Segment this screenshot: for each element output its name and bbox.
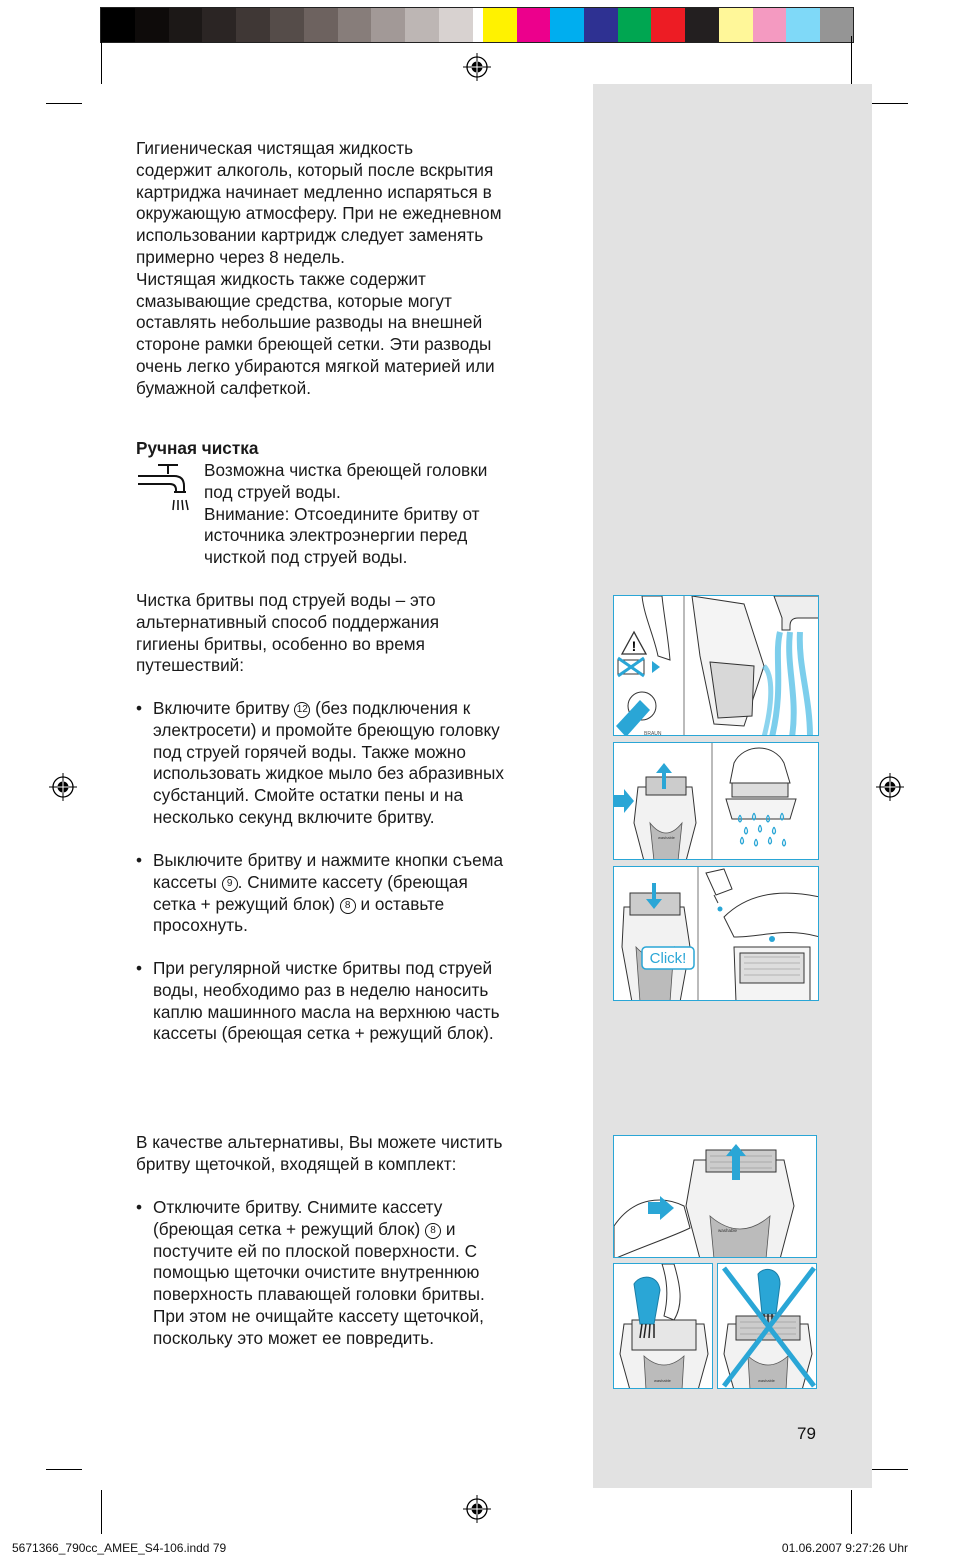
manual-cleaning-text: [204, 460, 564, 569]
footer-timestamp: 01.06.2007 9:27:26 Uhr: [781, 1541, 908, 1555]
color-swatch: [786, 8, 820, 42]
crop-mark: [872, 103, 908, 104]
bullet-switch-on: • Включите бритву 12 (без подключения к электросети) и промойте бреющую головку под струей горячей воды. Также можно использовать жидкое мыло без абразивных субстанций. Смойте остатки пены и на несколько секунд включите бритву.: [136, 698, 576, 829]
crop-mark: [101, 1490, 102, 1534]
footer-file-slug: 5671366_790cc_AMEE_S4-106.indd 79: [12, 1541, 227, 1555]
text-line: субстанций. Смойте остатки пены и на: [153, 785, 464, 806]
color-swatch: [550, 8, 584, 42]
gray-color-bar: [101, 8, 507, 42]
text-line: под струей горячей воды. Также можно: [153, 741, 466, 762]
text-line: альтернативный способ поддержания: [136, 611, 440, 632]
washable-label: washable: [654, 1378, 671, 1383]
color-swatch: [371, 8, 405, 42]
brush-cleaning-intro: [136, 1132, 576, 1176]
text-line: Чистящая жидкость также содержит: [136, 268, 426, 289]
color-swatch: [338, 8, 372, 42]
color-swatch: [202, 8, 236, 42]
text-line: содержит алкоголь, который после вскрытия: [136, 159, 494, 180]
text-line: Гигиеническая чистящая жидкость: [136, 138, 414, 158]
illustration-brush-head-correct: [613, 1263, 713, 1389]
color-swatch: [236, 8, 270, 42]
text-line: использовании картридж следует заменять: [136, 225, 484, 246]
color-swatch: [405, 8, 439, 42]
text-line: постучите ей по плоской поверхности. С: [153, 1240, 477, 1261]
text-line: использовать жидкое мыло без абразивных: [153, 763, 504, 784]
text-line: поверхность плавающей головки бритвы.: [153, 1284, 485, 1305]
text-line: чисткой под струей воды.: [204, 547, 408, 568]
illustration-tap-cassette: [613, 1135, 817, 1258]
washable-label: washable: [758, 1378, 775, 1383]
text-line: При этом не очищайте кассету щеточкой,: [153, 1305, 484, 1326]
color-swatch: [270, 8, 304, 42]
crop-mark: [851, 36, 852, 84]
color-swatch: [651, 8, 685, 42]
color-swatch: [101, 8, 135, 42]
text-line: смазывающие средства, которые могут: [136, 290, 452, 311]
text-line: каплю машинного масла на верхнюю часть: [153, 1001, 500, 1022]
color-swatch: [304, 8, 338, 42]
color-swatch: [584, 8, 618, 42]
braun-label: BRAUN: [644, 731, 662, 736]
text-line: В качестве альтернативы, Вы можете чистить: [136, 1132, 503, 1152]
text-line: Чистка бритвы под струей воды – это: [136, 590, 436, 610]
registration-mark-icon: [462, 1494, 492, 1524]
color-swatch: [719, 8, 753, 42]
manual-cleaning-heading: Ручная чистка: [136, 438, 259, 458]
bullet-symbol: •: [136, 958, 143, 978]
color-swatch: [169, 8, 203, 42]
text-line: несколько секунд включите бритву.: [153, 806, 435, 827]
registration-mark-icon: [48, 772, 78, 802]
text-line: гигиены бритвы, особенно во время: [136, 633, 425, 654]
text-line: картриджа начинает медленно испаряться в: [136, 181, 492, 202]
text-line: под струей воды.: [204, 481, 341, 502]
ref-number: 12: [294, 702, 310, 718]
text-line: бритву щеточкой, входящей в комплект:: [136, 1153, 457, 1174]
text-line: При регулярной чистке бритвы под струей: [153, 958, 493, 978]
washable-label: washable: [658, 835, 675, 840]
color-swatch: [135, 8, 169, 42]
color-swatch: [517, 8, 551, 42]
text-line: воды, необходимо раз в неделю наносить: [153, 979, 489, 1000]
text-line: Возможна чистка бреющей головки: [204, 460, 488, 480]
water-faucet-icon: [136, 462, 192, 514]
text-line: окружающую атмосферу. При не ежедневном: [136, 203, 502, 224]
registration-mark-icon: [462, 52, 492, 82]
text-line: помощью щеточки очистите внутреннюю: [153, 1262, 480, 1283]
color-swatch: [483, 8, 517, 42]
page-number: 79: [797, 1424, 816, 1443]
ref-number: 9: [222, 876, 238, 892]
color-swatch: [685, 8, 719, 42]
color-swatch: [820, 8, 854, 42]
bullet-symbol: •: [136, 698, 143, 718]
text-line: примерно через 8 недель.: [136, 246, 345, 267]
click-label: Click!: [649, 950, 687, 967]
text-line: электросети) и промойте бреющую головку: [153, 719, 500, 740]
crop-mark: [46, 103, 82, 104]
text-line: источника электроэнергии перед: [204, 525, 468, 546]
color-swatch: [618, 8, 652, 42]
ref-number: 8: [425, 1223, 441, 1239]
water-cleaning-intro: [136, 590, 576, 677]
text-line: оставлять небольшие разводы на внешней: [136, 312, 483, 333]
text-line: бумажной салфеткой.: [136, 377, 311, 398]
text-line: Внимание: Отсоедините бритву от: [204, 503, 480, 524]
illustration-remove-cassette: [613, 742, 819, 860]
bullet-brush-clean: • Отключите бритву. Снимите кассету (бреющая сетка + режущий блок) 8 и постучите ей по плоской поверхности. С помощью щеточки очистите внутреннюю поверхность плавающей головки бритвы. При этом не очищайте кассету щеточкой, поскольку это может ее повредить.: [136, 1197, 576, 1350]
crop-mark: [101, 36, 102, 84]
text-line: очень легко убираются мягкой материей или: [136, 355, 495, 376]
text-line: кассеты (бреющая сетка + режущий блок).: [153, 1023, 494, 1044]
washable-label: washable: [718, 1228, 738, 1233]
process-color-bar: [483, 8, 854, 42]
bullet-symbol: •: [136, 850, 143, 870]
bullet-oil-cassette: [136, 958, 576, 1045]
bullet-symbol: •: [136, 1197, 143, 1217]
text-line: стороне рамки бреющей сетки. Эти разводы: [136, 334, 492, 355]
crop-mark: [872, 1469, 908, 1470]
bullet-switch-off: • Выключите бритву и нажмите кнопки съема кассеты 9 . Снимите кассету (бреющая сетка + режущий блок) 8 и оставьте просохнуть.: [136, 850, 504, 936]
crop-mark: [46, 1469, 82, 1470]
illustration-reinsert-and-oil: [613, 866, 819, 1001]
text-line: путешествий:: [136, 655, 245, 676]
svg-text:!: !: [631, 638, 637, 654]
illustration-brush-cassette-wrong: [717, 1263, 817, 1389]
color-swatch: [753, 8, 787, 42]
color-swatch: [439, 8, 473, 42]
illustration-rinse-under-water: [613, 595, 819, 736]
ref-number: 8: [340, 898, 356, 914]
hygiene-fluid-paragraph: [136, 138, 576, 400]
crop-mark: [851, 1490, 852, 1534]
text-line: поскольку это может ее повредить.: [153, 1327, 434, 1348]
registration-mark-icon: [875, 772, 905, 802]
